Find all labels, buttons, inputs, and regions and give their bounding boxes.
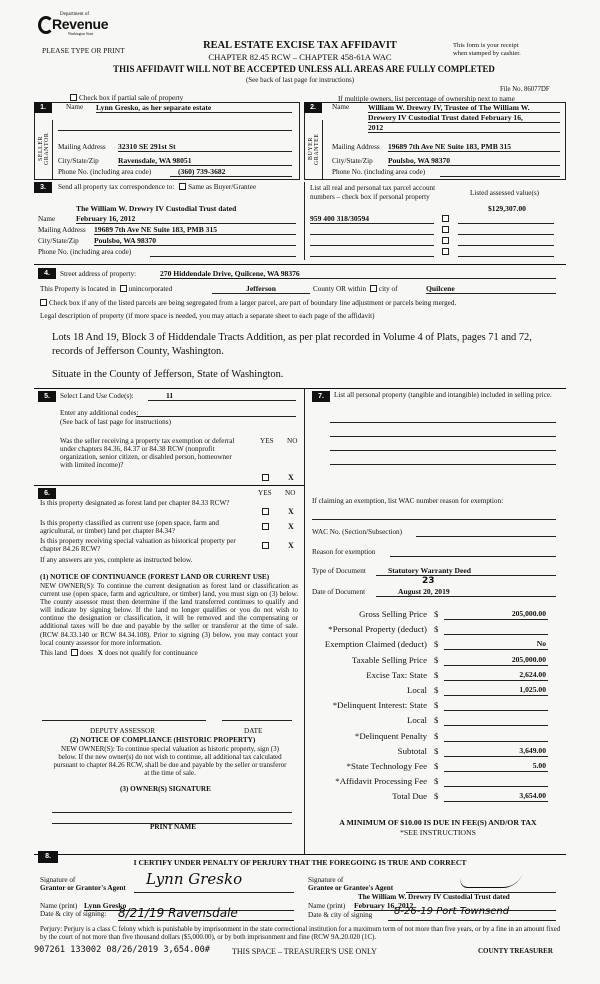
s6-q3-yes-checkbox[interactable] (262, 542, 269, 549)
logo-name: Revenue (52, 16, 109, 32)
tax-row-dollar: $ (434, 624, 439, 635)
deputy-assessor-label: DEPUTY ASSESSOR (90, 727, 156, 735)
seller-mailing-label: Mailing Address (58, 143, 106, 151)
buyer-mailing-label: Mailing Address (332, 143, 380, 151)
correspondence-mailing: 19689 7th Ave NE Suite 183, PMB 315 (94, 225, 296, 235)
land-use-label: Select Land Use Code(s): (60, 392, 134, 400)
grantee-name-label: Name (print) (308, 902, 346, 910)
parcel-header: List all real and personal tax parcel account numbers – check box if personal property (310, 184, 436, 201)
s6-yes-header: YES (258, 489, 272, 497)
county-or-city (313, 285, 397, 293)
correspondence-mailing-label: Mailing Address (38, 226, 86, 234)
tax-row-value[interactable]: 1,025.00 (444, 685, 548, 696)
parcel-4-personal-checkbox[interactable] (442, 248, 449, 255)
tax-row-dollar: $ (434, 609, 439, 619)
tax-row-dollar: $ (434, 639, 439, 650)
grantor-signature-label-2: Grantor or Grantor's Agent (40, 884, 126, 892)
s6-q1-yes-checkbox[interactable] (262, 508, 269, 515)
qualify-does-not-mark[interactable]: X (97, 649, 103, 657)
dor-logo (38, 12, 118, 42)
file-number: File No. 86077DF (500, 86, 550, 93)
tax-row-dollar: $ (434, 776, 439, 787)
print-name-label: PRINT NAME (150, 823, 196, 831)
s6-q2-yes-checkbox[interactable] (262, 523, 269, 530)
certify-statement: I CERTIFY UNDER PENALTY OF PERJURY THAT THE FOREGOING IS TRUE AND CORRECT (133, 858, 467, 867)
logo-state-text: Washington State (68, 32, 94, 36)
correspondence-name-line2: February 16, 2012 (76, 214, 296, 224)
tax-row (312, 655, 558, 670)
tax-row-value[interactable]: No (444, 639, 548, 650)
personal-property-label: List all personal property (tangible and intangible) included in selling price. (334, 391, 552, 399)
correspondence-name-label: Name (38, 215, 56, 223)
minimum-tax-note: A MINIMUM OF $10.00 IS DUE IN FEE(S) AND/OR TAX (339, 818, 537, 827)
tax-row-label: *Affidavit Processing Fee (335, 776, 427, 787)
qualify-does-checkbox[interactable] (71, 649, 78, 656)
buyer-mailing: 19689 7th Ave NE Suite 183, PMB 315 (388, 142, 560, 152)
tax-row-value[interactable]: 5.00 (444, 761, 548, 772)
buyer-name-line1: William W. Drewry IV, Trustee of The William W. (368, 103, 560, 113)
tax-row-value[interactable]: 2,624.00 (444, 670, 548, 681)
qualify-does-not-label: does not qualify for continuance (104, 649, 198, 657)
tax-row-label: Taxable Selling Price (351, 654, 427, 665)
same-as-buyer-checkbox[interactable] (179, 183, 186, 190)
notice-continuance-text: NEW OWNER(S): To continue the current designation as forest land or classification as current use (open space, farm and agriculture, or timber) land, you must sign on (3) below. The county assessor must then determine if the land transferred continues to qualify and will indicate by signing below. If the land no longer qualifies or you do not wish to continue the designation or classification, it will be removed and the compensating or additional taxes will be due and payable by the seller or transferor at the time of sale. (RCW 84.33.140 or RCW 84.34.108). Prior to signing (3) below, you may contact your local county assessor for more information. (40, 582, 298, 647)
owner-signature-label: (3) OWNER(S) SIGNATURE (120, 785, 211, 793)
form-title: REAL ESTATE EXCISE TAX AFFIDAVIT (203, 40, 397, 51)
s6-historic-question: Is this property receiving special valuation as historical property per chapter 84.26 RCW? (40, 537, 236, 553)
legal-description-label: Legal description of property (if more space is needed, you may attach a separate sheet to each page of the affidavit) (40, 312, 375, 320)
city-of-checkbox[interactable] (370, 285, 377, 292)
tax-row-label: *Personal Property (deduct) (328, 624, 427, 635)
logo-department-text: Department of (60, 12, 90, 17)
grantee-signature-label-1: Signature of (308, 876, 344, 884)
section-5-number: 5. (38, 391, 56, 402)
tax-row-label: Total Due (392, 791, 427, 802)
notice-compliance-text: NEW OWNER(S): To continue special valuation as historic property, sign (3) below. If the new owner(s) do not wish to continue, all additional tax calculated pursuant to chapter 84.26 RCW, shall be due and payable by the seller or transferor at the time of sale. (53, 745, 287, 778)
wac-number-label: WAC No. (Section/Subsection) (312, 528, 403, 536)
same-as-buyer-label: Same as Buyer/Grantee (188, 183, 257, 191)
send-correspondence-label: Send all property tax correspondence to: (58, 183, 175, 191)
treasurer-space-label: THIS SPACE – TREASURER'S USE ONLY (232, 947, 377, 956)
tax-row-label: Excise Tax: State (366, 669, 427, 680)
buyer-city-label: City/State/Zip (332, 157, 373, 165)
parcel-number: 959 400 318/30594 (310, 214, 434, 224)
segregated-label: Check box if any of the listed parcels are being segregated from a larger parcel, are part of boundary line adjustment or parcels being merged. (49, 299, 457, 307)
tax-row-label: Local (406, 715, 427, 726)
tax-row-label: Exemption Claimed (deduct) (324, 639, 427, 650)
grantee-signature-label-2: Grantee or Grantee's Agent (308, 884, 394, 892)
tax-row-dollar: $ (434, 700, 439, 711)
buyer-phone (440, 167, 560, 177)
tax-row (312, 624, 558, 639)
grantor-date-city: 8/21/19 Ravensdale (118, 906, 238, 920)
section-1-number: 1. (34, 102, 52, 113)
this-land-line (40, 649, 198, 657)
this-land-label: This land (40, 649, 67, 657)
please-type-note: PLEASE TYPE OR PRINT (42, 46, 125, 55)
seller-name-label: Name (66, 103, 84, 111)
seller-grantor-side-label: SELLER GRANTOR (38, 132, 50, 166)
buyer-grantee-side-label: BUYER GRANTEE (308, 133, 320, 165)
s5-no-header: NO (287, 437, 298, 445)
s6-no-header: NO (285, 489, 296, 497)
tax-row-value[interactable]: 3,649.00 (444, 746, 548, 757)
city-name: Quilcene (426, 284, 556, 294)
see-back-note: (See back of last page for instructions) (245, 76, 355, 84)
s6-current-use-question: Is this property classified as current use (open space, farm and agricultural, or timber) land per chapter 84.34? (40, 519, 220, 535)
tax-row (312, 639, 558, 654)
grantor-name-label: Name (print) (40, 902, 78, 910)
tax-row-value[interactable] (444, 731, 548, 742)
tax-row-value[interactable]: 205,000.00 (444, 609, 548, 620)
notice-continuance-title: (1) NOTICE OF CONTINUANCE (FOREST LAND OR CURRENT USE) (40, 573, 270, 581)
county-treasurer-label: COUNTY TREASURER (478, 947, 553, 955)
tax-row-label: Subtotal (397, 745, 427, 756)
correspondence-name-line1: The William W. Drewry IV Custodial Trust dated (76, 204, 237, 213)
tax-row-label: Gross Selling Price (359, 609, 427, 619)
s5-q1-no-mark[interactable]: X (288, 473, 294, 482)
county-name: Jefferson (212, 284, 310, 294)
seller-city-label: City/State/Zip (58, 157, 99, 165)
assessed-header: Listed assessed value(s) (470, 189, 540, 197)
multiple-owners-note: If multiple owners, list percentage of ownership next to name (338, 95, 515, 103)
seller-mailing: 32310 SE 291st St (118, 142, 292, 152)
legal-description-text: Lots 18 And 19, Block 3 of Hiddendale Tracts Addition, as per plat recorded in Volume 4 of Plats, pages 71 and 72, records of Jefferson County, Washington. (52, 332, 532, 357)
exemption-reason-label: Reason for exemption (312, 548, 376, 556)
treasurer-stamp: 907261 133002 08/26/2019 3,654.00# (34, 945, 210, 955)
buyer-phone-label: Phone No. (including area code) (332, 168, 426, 176)
document-type-label: Type of Document (312, 567, 366, 575)
tax-row-dollar: $ (434, 654, 439, 665)
form-chapter: CHAPTER 82.45 RCW – CHAPTER 458-61A WAC (208, 52, 392, 62)
located-in-label: This Property is located in (40, 285, 116, 293)
s6-q2-no-mark[interactable]: X (288, 522, 294, 531)
correspondence-phone (150, 247, 296, 257)
tax-row (312, 746, 558, 761)
grantee-date-city: 8-26-19 Port Townsend (394, 906, 510, 917)
tax-row-label: *State Technology Fee (346, 761, 427, 771)
deputy-date-label: DATE (244, 727, 263, 735)
grantor-name: Lynn Gresko (84, 901, 294, 911)
s6-q3-no-mark[interactable]: X (288, 541, 294, 550)
grantor-signature[interactable]: Lynn Gresko (146, 870, 243, 888)
unincorporated-label: unincorporated (128, 285, 173, 293)
perjury-statement: Perjury: Perjury is a class C felony which is punishable by imprisonment in the state correctional institution for a maximum term of not more than five years, or by a fine in an amount fixed by the court of not more than five thousand dollars ($5,000.00), or by both imprisonment and fine (RCW 9A.20.020 (1C). (40, 926, 561, 941)
form-warning: THIS AFFIDAVIT WILL NOT BE ACCEPTED UNLESS ALL AREAS ARE FULLY COMPLETED (113, 64, 495, 74)
tax-row-dollar: $ (434, 730, 439, 741)
city-of-label: city of (378, 285, 398, 293)
grantee-name-line2: February 16, 2012 (354, 901, 556, 911)
document-date-correction: 23 (422, 576, 435, 586)
tax-row-value[interactable] (444, 624, 548, 635)
tax-row (312, 761, 558, 776)
seller-name: Lynn Gresko, as her separate estate (96, 103, 292, 113)
tax-row-dollar: $ (434, 685, 439, 695)
street-address-label: Street address of property: (60, 270, 137, 278)
additional-codes-note: (See back of last page for instructions) (60, 418, 171, 426)
tax-row (312, 670, 558, 685)
tax-row-dollar: $ (434, 745, 439, 756)
seller-phone: (360) 739-3682 (170, 167, 292, 177)
tax-row (312, 731, 558, 746)
street-address: 270 Hiddendale Drive, Quilcene, WA 98376 (160, 269, 556, 279)
buyer-city: Poulsbo, WA 98370 (388, 156, 560, 166)
buyer-name-line3: 2012 (368, 123, 560, 133)
document-type: Statutory Warranty Deed (376, 566, 556, 576)
tax-row (312, 609, 558, 624)
s5-exemption-question: Was the seller receiving a property tax exemption or deferral under chapters 84.36, 84.37 or 84.38 RCW (nonprofit organization, senior citizen, or disabled person, homeowner with limited income)? (60, 437, 235, 469)
s6-q1-no-mark[interactable]: X (288, 507, 294, 516)
parcel-3-personal-checkbox[interactable] (442, 237, 449, 244)
parcel-2-personal-checkbox[interactable] (442, 226, 449, 233)
tax-row (312, 776, 558, 791)
grantor-signature-label-1: Signature of (40, 876, 76, 884)
tax-row (312, 685, 558, 700)
additional-codes-label: Enter any additional codes: (60, 409, 139, 417)
tax-row-value[interactable]: 3,654.00 (444, 791, 548, 802)
notice-compliance-title: (2) NOTICE OF COMPLIANCE (HISTORIC PROPERTY) (70, 736, 256, 744)
section-8-number: 8. (38, 851, 58, 863)
tax-row-value[interactable]: 205,000.00 (444, 655, 548, 666)
s5-yes-header: YES (260, 437, 274, 445)
section-3-label (58, 183, 256, 191)
grantee-name-line1: The William W. Drewry IV Custodial Trust dated (358, 893, 510, 901)
tax-row-label: *Delinquent Interest: State (332, 700, 427, 711)
document-date-label: Date of Document (312, 588, 366, 596)
section-7-number: 7. (312, 391, 330, 402)
tax-row-dollar: $ (434, 761, 439, 771)
tax-row-dollar: $ (434, 669, 439, 680)
tax-row (312, 791, 558, 806)
tax-row-dollar: $ (434, 715, 439, 726)
section-2-number: 2. (304, 102, 322, 113)
assessed-value: $129,307.00 (488, 204, 526, 213)
seller-city: Ravensdale, WA 98051 (118, 156, 292, 166)
location-line (40, 285, 172, 293)
segregated-line (40, 299, 456, 307)
document-date: August 20, 2019 (376, 587, 556, 597)
land-use-code: 11 (148, 391, 296, 401)
tax-row-label: *Delinquent Penalty (354, 730, 427, 741)
tax-row-value[interactable] (444, 715, 548, 726)
partial-sale-box[interactable] (70, 94, 77, 101)
s6-yes-note: If any answers are yes, complete as instructed below. (40, 556, 193, 564)
buyer-name-label: Name (332, 103, 350, 111)
section-6-number: 6. (38, 488, 56, 499)
county-or-label: County OR within (313, 285, 367, 293)
receipt-note: This form is your receipt when stamped by cashier. (453, 42, 521, 57)
correspondence-phone-label: Phone No. (including area code) (38, 248, 132, 256)
buyer-name-line2: Drewery IV Custodial Trust dated February 16, (368, 113, 560, 123)
grantor-date-label: Date & city of signing: (40, 910, 107, 918)
tax-row (312, 700, 558, 715)
tax-row-value[interactable] (444, 776, 548, 787)
parcel-1-personal-checkbox[interactable] (442, 215, 449, 222)
exemption-label: If claiming an exemption, list WAC number reason for exemption: (312, 497, 504, 505)
qualify-does-label: does (79, 649, 93, 657)
tax-row-label: Local (406, 685, 427, 695)
see-instructions-note: *SEE INSTRUCTIONS (399, 828, 477, 837)
seller-phone-label: Phone No. (including area code) (58, 168, 152, 176)
tax-row-dollar: $ (434, 791, 439, 802)
section-3-number: 3. (34, 182, 52, 193)
partial-sale-checkbox[interactable] (70, 94, 183, 102)
correspondence-city: Poulsbo, WA 98370 (94, 236, 296, 246)
unincorporated-checkbox[interactable] (120, 285, 127, 292)
s6-forest-question: Is this property designated as forest land per chapter 84.33 RCW? (40, 499, 230, 507)
segregated-checkbox[interactable] (40, 299, 47, 306)
tax-row (312, 715, 558, 730)
tax-row-value[interactable] (444, 700, 548, 711)
partial-sale-label: Check box if partial sale of property (79, 94, 184, 102)
correspondence-city-label: City/State/Zip (38, 237, 79, 245)
s5-q1-yes-checkbox[interactable] (262, 474, 269, 481)
section-4-number: 4. (38, 268, 56, 279)
grantee-date-label: Date & city of signing (308, 911, 373, 919)
situate-text: Situate in the County of Jefferson, State of Washington. (52, 369, 284, 380)
